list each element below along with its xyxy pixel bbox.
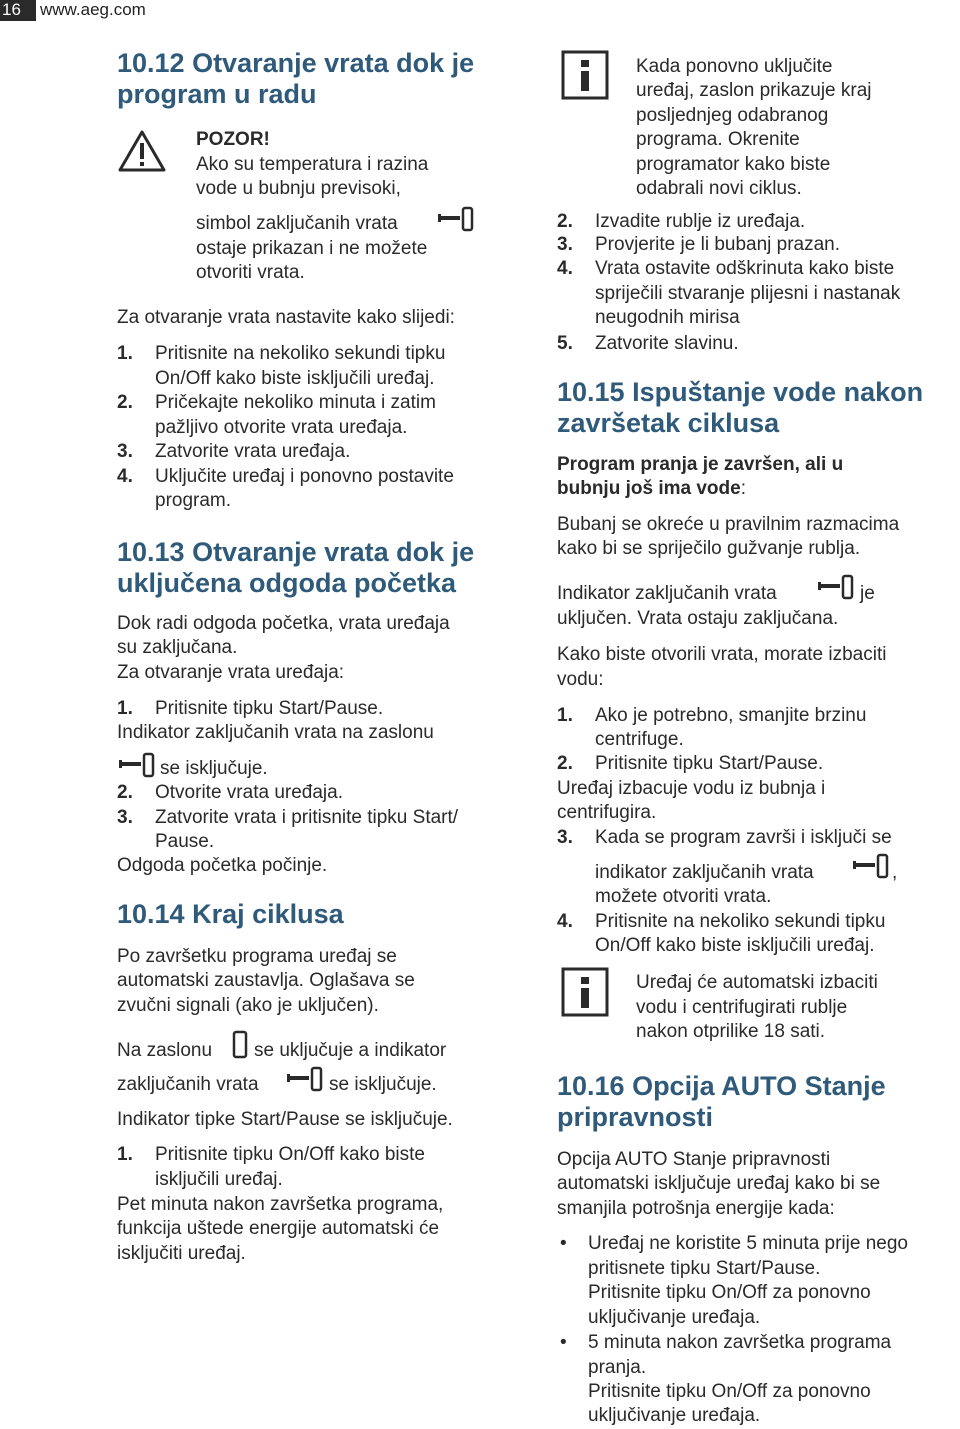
step-text: spriječili stvaranje plijesni i nastanak bbox=[595, 283, 901, 304]
paragraph: centrifugira. bbox=[557, 802, 657, 823]
step-text: Ako je potrebno, smanjite brzinu bbox=[595, 705, 867, 726]
step-number: 4. bbox=[117, 466, 133, 487]
door-lock-icon bbox=[285, 1066, 325, 1092]
paragraph: Indikator zaključanih vrata na zaslonu bbox=[117, 722, 434, 743]
bullet-text: Pritisnite tipku On/Off za ponovno bbox=[588, 1381, 871, 1402]
step-text: Zatvorite vrata uređaja. bbox=[155, 441, 351, 462]
paragraph: automatski isključuje uređaj kako bi se bbox=[557, 1173, 881, 1194]
step-number: 1. bbox=[557, 705, 573, 726]
step-text: Zatvorite vrata i pritisnite tipku Start/ bbox=[155, 807, 459, 828]
step-text: Uključite uređaj i ponovno postavite bbox=[155, 466, 454, 487]
step-number: 3. bbox=[557, 827, 573, 848]
step-text: Provjerite je li bubanj prazan. bbox=[595, 234, 841, 255]
step-text: Izvadite rublje iz uređaja. bbox=[595, 211, 806, 232]
step-text: program. bbox=[155, 490, 232, 511]
step-text: neugodnih mirisa bbox=[595, 307, 740, 328]
step-number: 2. bbox=[557, 753, 573, 774]
warning-label: POZOR! bbox=[196, 129, 270, 150]
step-text: Pritisnite tipku Start/Pause. bbox=[595, 753, 824, 774]
bullet: • bbox=[560, 1332, 567, 1353]
bullet-text: uključivanje uređaja. bbox=[588, 1307, 761, 1328]
bullet-text: pritisnete tipku Start/Pause. bbox=[588, 1258, 821, 1279]
door-lock-icon bbox=[851, 853, 891, 879]
info-text: posljednjeg odabranog bbox=[636, 105, 829, 126]
section-title-10-14: 10.14 Kraj ciklusa bbox=[117, 899, 344, 929]
warning-text: Ako su temperatura i razina bbox=[196, 154, 429, 175]
bold-lead-line2 bbox=[557, 477, 746, 502]
step-text: Pritisnite tipku Start/Pause. bbox=[155, 698, 384, 719]
paragraph: uključen. Vrata ostaju zaključana. bbox=[557, 608, 839, 629]
paragraph: Opcija AUTO Stanje pripravnosti bbox=[557, 1149, 831, 1170]
step-text: Pritisnite na nekoliko sekundi tipku bbox=[595, 911, 886, 932]
step-number: 3. bbox=[117, 807, 133, 828]
step-number: 4. bbox=[557, 911, 573, 932]
paragraph: se isključuje. bbox=[329, 1074, 437, 1095]
section-title-10-12: 10.12 Otvaranje vrata dok je bbox=[117, 48, 475, 78]
step-text: Vrata ostavite odškrinuta kako biste bbox=[595, 258, 895, 279]
step-number: 2. bbox=[117, 782, 133, 803]
step-number: 3. bbox=[117, 441, 133, 462]
paragraph: automatski zaustavlja. Oglašava se bbox=[117, 970, 415, 991]
bullet-text: 5 minuta nakon završetka programa bbox=[588, 1332, 892, 1353]
paragraph: kako bi se spriječilo gužvanje rublja. bbox=[557, 538, 861, 559]
step-text: Pritisnite tipku On/Off kako biste bbox=[155, 1144, 425, 1165]
step-text: Pričekajte nekoliko minuta i zatim bbox=[155, 392, 436, 413]
info-icon bbox=[561, 50, 609, 100]
info-icon bbox=[561, 967, 609, 1017]
step-text: Zatvorite slavinu. bbox=[595, 333, 739, 354]
paragraph: vodu: bbox=[557, 669, 604, 690]
warning-text: otvoriti vrata. bbox=[196, 262, 305, 283]
bold-lead-text: bubnju još ima vode bbox=[557, 478, 741, 499]
paragraph: isključiti uređaj. bbox=[117, 1243, 246, 1264]
step-number: 2. bbox=[557, 211, 573, 232]
info-text: programa. Okrenite bbox=[636, 129, 800, 150]
paragraph: Za otvaranje vrata uređaja: bbox=[117, 662, 345, 683]
bullet: • bbox=[560, 1233, 567, 1254]
info-text: vodu i centrifugirati rublje bbox=[636, 997, 848, 1018]
bold-lead: Program pranja je završen, ali u bbox=[557, 454, 844, 475]
section-title-10-15: 10.15 Ispuštanje vode nakon bbox=[557, 377, 924, 407]
paragraph: zvučni signali (ako je uključen). bbox=[117, 995, 379, 1016]
paragraph: Kako biste otvorili vrata, morate izbaciti bbox=[557, 644, 887, 665]
info-text: uređaj, zaslon prikazuje kraj bbox=[636, 80, 872, 101]
door-lock-icon bbox=[117, 752, 157, 778]
paragraph: Pet minuta nakon završetka programa, bbox=[117, 1194, 444, 1215]
paragraph: Indikator zaključanih vrata bbox=[557, 583, 777, 604]
header-url: www.aeg.com bbox=[40, 0, 146, 19]
step-text: Pause. bbox=[155, 831, 215, 852]
paragraph: Bubanj se okreće u pravilnim razmacima bbox=[557, 514, 900, 535]
paragraph: su zaključana. bbox=[117, 637, 238, 658]
info-text: odabrali novi ciklus. bbox=[636, 178, 802, 199]
paragraph: Odgoda početka počinje. bbox=[117, 855, 328, 876]
door-icon bbox=[231, 1030, 251, 1060]
warning-text: vode u bubnju previsoki, bbox=[196, 178, 401, 199]
step-text: indikator zaključanih vrata bbox=[595, 862, 814, 883]
step-text: On/Off kako biste isključili uređaj. bbox=[155, 368, 435, 389]
paragraph: Dok radi odgoda početka, vrata uređaja bbox=[117, 613, 450, 634]
step-number: 1. bbox=[117, 343, 133, 364]
door-lock-icon bbox=[816, 574, 856, 600]
bullet-text: pranja. bbox=[588, 1357, 647, 1378]
paragraph: zaključanih vrata bbox=[117, 1074, 259, 1095]
section-title-10-15-line2: završetak ciklusa bbox=[557, 408, 780, 438]
paragraph: se isključuje. bbox=[160, 758, 268, 779]
section-title-10-13: 10.13 Otvaranje vrata dok je bbox=[117, 537, 475, 567]
intro-text: Za otvaranje vrata nastavite kako slijedi: bbox=[117, 307, 455, 328]
step-number: 1. bbox=[117, 698, 133, 719]
step-text: Kada se program završi i isključi se bbox=[595, 827, 892, 848]
info-text: Kada ponovno uključite bbox=[636, 56, 833, 77]
paragraph: Na zaslonu bbox=[117, 1040, 213, 1061]
info-text: nakon otprilike 18 sati. bbox=[636, 1021, 826, 1042]
step-text: On/Off kako biste isključili uređaj. bbox=[595, 935, 875, 956]
paragraph: funkcija uštede energije automatski će bbox=[117, 1218, 440, 1239]
bullet-text: Uređaj ne koristite 5 minuta prije nego bbox=[588, 1233, 909, 1254]
paragraph: Indikator tipke Start/Pause se isključuje. bbox=[117, 1109, 453, 1130]
warning-text: ostaje prikazan i ne možete bbox=[196, 238, 428, 259]
paragraph: je bbox=[860, 583, 875, 604]
info-text: Uređaj će automatski izbaciti bbox=[636, 972, 878, 993]
step-text: pažljivo otvorite vrata uređaja. bbox=[155, 417, 408, 438]
step-number: 5. bbox=[557, 333, 573, 354]
door-lock-icon bbox=[436, 206, 476, 232]
warning-icon bbox=[117, 129, 167, 173]
warning-text: simbol zaključanih vrata bbox=[196, 213, 398, 234]
step-text: Pritisnite na nekoliko sekundi tipku bbox=[155, 343, 446, 364]
page-number: 16 bbox=[0, 0, 36, 21]
section-title-10-13-line2: uključena odgoda početka bbox=[117, 568, 457, 598]
step-text: Otvorite vrata uređaja. bbox=[155, 782, 343, 803]
paragraph: Uređaj izbacuje vodu iz bubnja i bbox=[557, 778, 826, 799]
bullet-text: uključivanje uređaja. bbox=[588, 1405, 761, 1426]
bullet-text: Pritisnite tipku On/Off za ponovno bbox=[588, 1282, 871, 1303]
paragraph: smanjila potrošnja energije kada: bbox=[557, 1198, 835, 1219]
step-number: 1. bbox=[117, 1144, 133, 1165]
step-number: 2. bbox=[117, 392, 133, 413]
section-title-10-16: 10.16 Opcija AUTO Stanje bbox=[557, 1071, 886, 1101]
section-title-10-16-line2: pripravnosti bbox=[557, 1102, 714, 1132]
info-text: programator kako biste bbox=[636, 154, 831, 175]
paragraph: Po završetku programa uređaj se bbox=[117, 946, 397, 967]
paragraph: se uključuje a indikator bbox=[254, 1040, 447, 1061]
bold-lead-colon: : bbox=[740, 478, 746, 499]
step-text: možete otvoriti vrata. bbox=[595, 886, 772, 907]
step-number: 3. bbox=[557, 234, 573, 255]
section-title-10-12-line2: program u radu bbox=[117, 79, 317, 109]
step-text: centrifuge. bbox=[595, 729, 684, 750]
step-number: 4. bbox=[557, 258, 573, 279]
step-text: , bbox=[892, 862, 898, 883]
step-text: isključili uređaj. bbox=[155, 1169, 283, 1190]
